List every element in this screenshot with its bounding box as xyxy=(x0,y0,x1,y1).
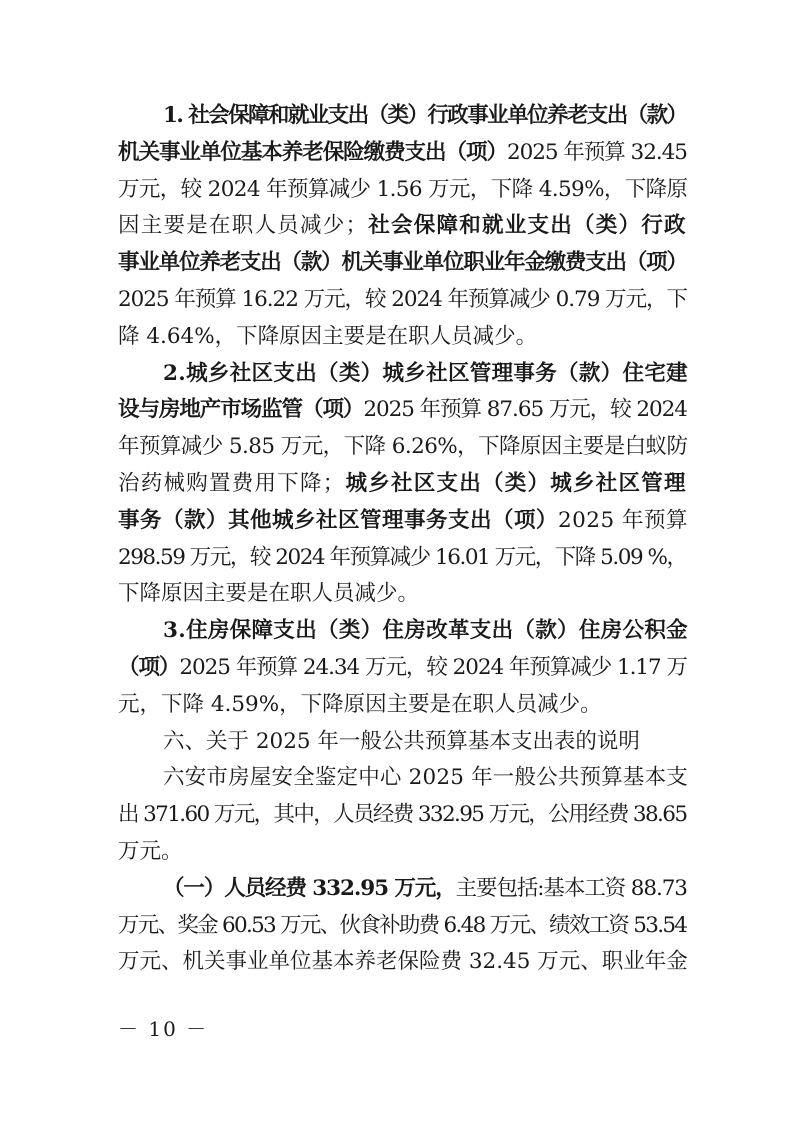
page-number: － 10 － xyxy=(118,1017,209,1041)
text-line xyxy=(118,834,688,871)
paragraph xyxy=(118,613,688,723)
paragraph xyxy=(118,871,688,981)
bold-text-segment: 3.住房保障支出（类）住房改革支出（款）住房公积金 xyxy=(163,618,688,644)
text-line xyxy=(118,208,688,245)
bold-text-segment: 2.城乡社区支出（类）城乡社区管理事务（款）住宅建 xyxy=(163,360,688,386)
text-line xyxy=(118,650,688,687)
text-line xyxy=(118,356,688,393)
paragraph xyxy=(118,98,688,356)
bold-text-segment: 事业单位养老支出（款）机关事业单位职业年金缴费支出（项） xyxy=(118,250,687,276)
text-segment: 298.59 万元，较 2024 年预算减少 16.01 万元，下降 5.09 %， xyxy=(118,544,687,570)
text-line xyxy=(118,319,688,356)
text-line xyxy=(118,613,688,650)
text-line xyxy=(118,687,688,724)
text-segment: 2025 年预算 87.65 万元，较 2024 xyxy=(363,397,687,423)
paragraph xyxy=(118,760,688,870)
text-segment: 元，下降 4.59%，下降原因主要是在职人员减少。 xyxy=(118,691,602,717)
text-segment: 因主要是在职人员减少； xyxy=(118,213,369,239)
bold-text-segment: 机关事业单位基本养老保险缴费支出（项） xyxy=(118,139,507,165)
paragraph xyxy=(118,724,688,761)
text-line xyxy=(118,282,688,319)
paragraph xyxy=(118,356,688,614)
text-segment: 万元、机关事业单位基本养老保险费 32.45 万元、职业年金 xyxy=(118,949,688,975)
text-line xyxy=(118,98,688,135)
bold-text-segment: 事务（款）其他城乡社区管理事务支出（项） xyxy=(118,507,558,533)
text-line xyxy=(118,908,688,945)
text-line xyxy=(118,724,688,761)
bold-text-segment: 1. 社会保障和就业支出（类）行政事业单位养老支出（款） xyxy=(163,103,687,128)
text-line xyxy=(118,503,688,540)
text-segment: 六、关于 2025 年一般公共预算基本支出表的说明 xyxy=(163,728,640,754)
text-line xyxy=(118,392,688,429)
text-segment: 万元、奖金 60.53 万元、伙食补助费 6.48 万元、绩效工资 53.54 xyxy=(118,912,687,938)
text-segment: 降 4.64%，下降原因主要是在职人员减少。 xyxy=(118,323,538,349)
bold-text-segment: 社会保障和就业支出（类）行政 xyxy=(368,213,687,239)
text-segment: 2025 年预算 24.34 万元，较 2024 年预算减少 1.17 万 xyxy=(179,654,687,680)
text-segment: 万元，较 2024 年预算减少 1.56 万元，下降 4.59%，下降原 xyxy=(118,176,688,202)
text-segment: 主要包括:基本工资 88.73 xyxy=(455,875,687,901)
text-segment: 出 371.60 万元，其中，人员经费 332.95 万元，公用经费 38.65 xyxy=(118,802,687,828)
text-segment: 万元。 xyxy=(118,838,183,864)
text-line xyxy=(118,135,688,172)
text-segment: 下降原因主要是在职人员减少。 xyxy=(118,581,420,607)
text-line xyxy=(118,944,688,981)
text-line xyxy=(118,540,688,577)
bold-text-segment: （项） xyxy=(118,654,180,680)
text-segment: 2025 年预算 32.45 xyxy=(506,139,687,165)
text-line xyxy=(118,871,688,908)
text-segment: 六安市房屋安全鉴定中心 2025 年一般公共预算基本支 xyxy=(163,765,688,791)
text-line xyxy=(118,797,688,834)
text-segment: 年预算减少 5.85 万元，下降 6.26%，下降原因主要是白蚁防 xyxy=(118,434,688,460)
text-line xyxy=(118,760,688,797)
document-body xyxy=(118,98,688,981)
text-segment: 治药械购置费用下降； xyxy=(118,470,346,496)
text-segment: 2025 年预算 xyxy=(557,507,688,533)
text-line xyxy=(118,429,688,466)
text-segment: 2025 年预算 16.22 万元，较 2024 年预算减少 0.79 万元，下 xyxy=(118,286,687,312)
bold-text-segment: （一）人员经费 332.95 万元， xyxy=(163,875,456,901)
text-line xyxy=(118,172,688,209)
text-line xyxy=(118,576,688,613)
text-line xyxy=(118,245,688,282)
text-line xyxy=(118,466,688,503)
bold-text-segment: 设与房地产市场监管（项） xyxy=(118,397,364,423)
bold-text-segment: 城乡社区支出（类）城乡社区管理 xyxy=(345,470,687,496)
